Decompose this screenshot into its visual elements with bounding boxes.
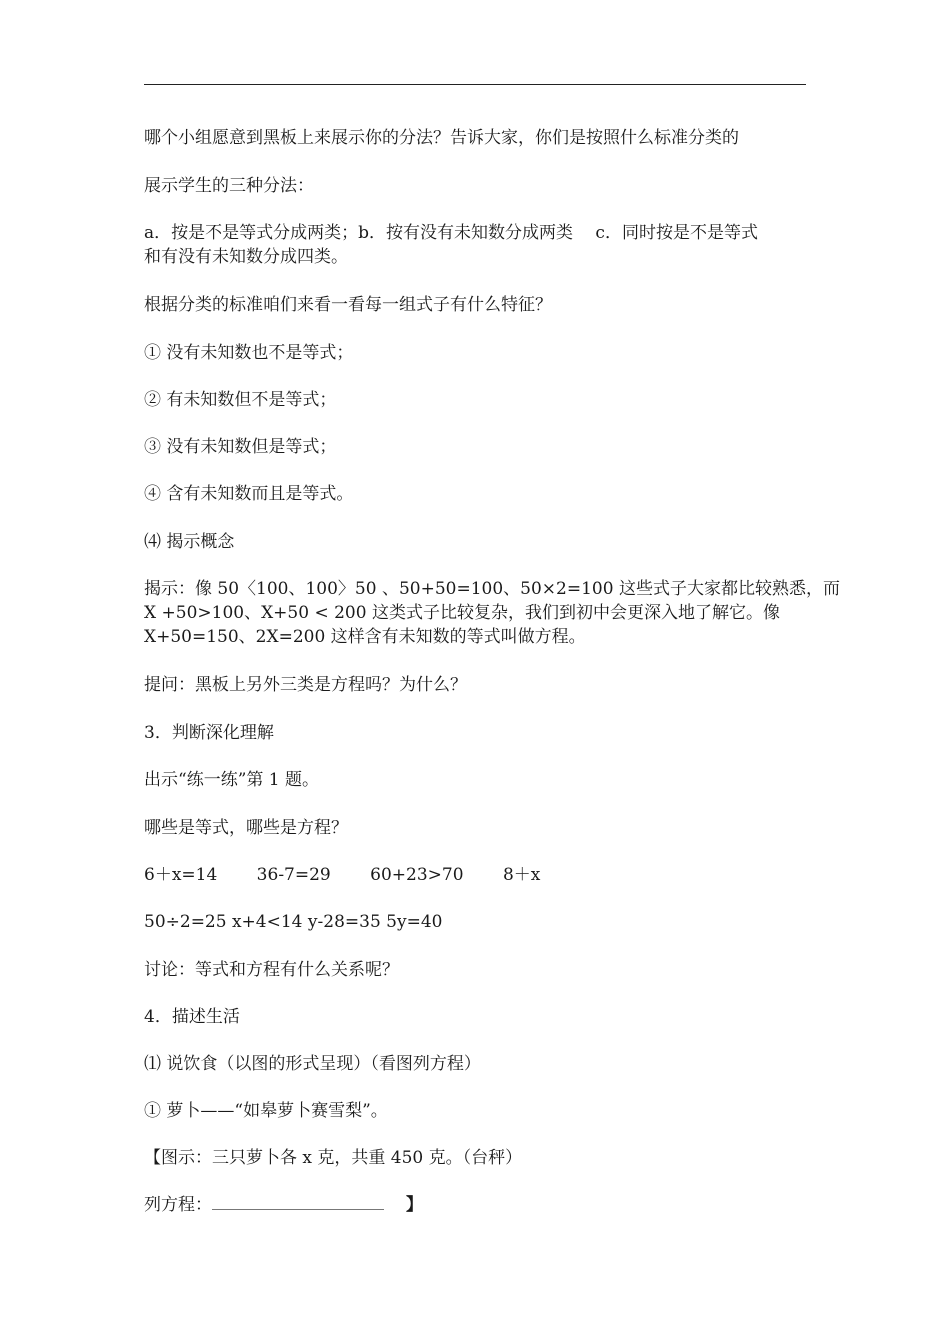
- paragraph-exercise: 出示“练一练”第 1 题。: [144, 770, 320, 790]
- section-heading-food: ⑴ 说饮食（以图的形式呈现）（看图列方程）: [144, 1054, 481, 1074]
- equation-row-1: 6＋x=14 36-7=29 60+23>70 8＋x: [144, 865, 541, 885]
- paragraph-discuss: 讨论：等式和方程有什么关系呢？: [144, 960, 399, 980]
- paragraph-ask: 提问：黑板上另外三类是方程吗？为什么？: [144, 675, 467, 695]
- paragraph-reveal-line3: X+50=150、2X=200 这样含有未知数的等式叫做方程。: [144, 627, 586, 647]
- paragraph-figure-note: 【图示：三只萝卜各 x 克，共重 450 克。（台秤）: [144, 1148, 523, 1168]
- answer-blank[interactable]: [212, 1193, 384, 1210]
- list-item-4: ④ 含有未知数而且是等式。: [144, 484, 354, 504]
- answer-close-bracket: 】: [406, 1195, 423, 1215]
- paragraph-radish: ① 萝卜——“如皋萝卜赛雪梨”。: [144, 1101, 388, 1121]
- list-item-1: ① 没有未知数也不是等式；: [144, 343, 354, 363]
- paragraph-show-methods: 展示学生的三种分法：: [144, 176, 314, 196]
- paragraph-reveal-line1: 揭示：像 50〈100、100〉50 、50+50=100、50×2=100 这些式子大家都比较熟悉，而: [144, 579, 840, 599]
- header-rule: [144, 84, 806, 85]
- list-item-3: ③ 没有未知数但是等式；: [144, 437, 337, 457]
- paragraph-reveal-line2: X +50>100、X+50 < 200 这类式子比较复杂，我们到初中会更深入地了解它。像: [144, 603, 780, 623]
- equation-row-2: 50÷2=25 x+4<14 y-28=35 5y=40: [144, 912, 443, 932]
- section-heading-life: 4．描述生活: [144, 1007, 240, 1027]
- answer-line: [144, 1193, 824, 1217]
- paragraph-which: 哪些是等式，哪些是方程？: [144, 818, 348, 838]
- answer-label: 列方程：: [144, 1195, 212, 1215]
- paragraph-methods-line1: a．按是不是等式分成两类；b．按有没有未知数分成两类 c．同时按是不是等式: [144, 223, 758, 243]
- section-heading-judge: 3．判断深化理解: [144, 723, 274, 743]
- paragraph-methods-line2: 和有没有未知数分成四类。: [144, 247, 348, 267]
- paragraph-features-question: 根据分类的标准咱们来看一看每一组式子有什么特征？: [144, 295, 552, 315]
- list-item-2: ② 有未知数但不是等式；: [144, 390, 337, 410]
- section-heading-concept: ⑷ 揭示概念: [144, 532, 235, 552]
- paragraph-question: 哪个小组愿意到黑板上来展示你的分法？告诉大家，你们是按照什么标准分类的: [144, 128, 739, 148]
